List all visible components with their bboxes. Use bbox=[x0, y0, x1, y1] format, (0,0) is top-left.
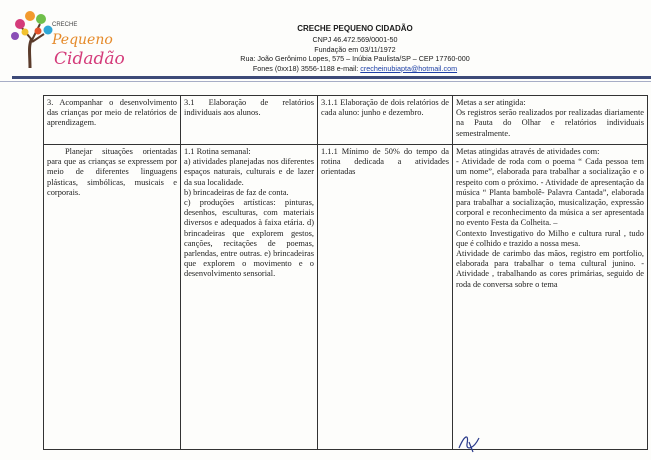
header-divider-thin bbox=[0, 81, 651, 82]
email-link[interactable]: crecheinubiapta@hotmail.com bbox=[360, 63, 458, 73]
result-cell: Metas a ser atingida: Os registros serão realizados por realizadas diariamente na Pauta do Olhar e relatórios individuais semestralmente. bbox=[453, 96, 648, 145]
svg-text:Cidadão: Cidadão bbox=[54, 49, 125, 69]
org-name: CRECHE PEQUENO CIDADÃO bbox=[297, 24, 413, 33]
goal-cell: 3.1.1 Elaboração de dois relatórios de cada aluno: junho e dezembro. bbox=[318, 96, 453, 145]
founded-line: Fundação em 03/11/1972 bbox=[314, 44, 396, 54]
planning-table bbox=[43, 95, 648, 450]
phones-label: Fones (0xx18) 3556-1188 e-mail: bbox=[252, 63, 361, 73]
contact-line bbox=[190, 64, 520, 74]
signature-icon bbox=[455, 430, 485, 454]
result-cell: Metas atingidas através de atividades com: - Atividade de roda com o poema “ Cada pessoa tem um nome”, elaborada para trabalhar a socialização e o respeito com o próximo. - Atividade de apresentação da música “ Planta bambolê- Palavra Cantada”, elaborada para trabalhar a socialização, musicalização, expressão corporal e reconhecimento da música a ser apresentada no evento Festa da Colheita. – Contexto Investigativo do Milho e cultura rural , tudo que é colhido e trazido a nossa mesa. Atividade de carimbo das mãos, registro em portfolio, elaborada para trabalhar o tema cultural junino. - Atividade , trabalhando as cores primárias, seguido de roda de conversa sobre o tema bbox=[453, 145, 648, 450]
goal-cell: 1.1.1 Mínimo de 50% do tempo da rotina dedicada a atividades orientadas bbox=[318, 145, 453, 450]
svg-text:Pequeno: Pequeno bbox=[52, 32, 113, 48]
svg-text:CRECHE: CRECHE bbox=[52, 22, 78, 28]
objective-cell: 3. Acompanhar o desenvolvimento das crianças por meio de relatórios de aprendizagem. bbox=[44, 96, 181, 145]
action-cell: 3.1 Elaboração de relatórios individuais aos alunos. bbox=[181, 96, 318, 145]
table-row bbox=[44, 96, 648, 145]
objective-cell: Planejar situações orientadas para que as crianças se expressem por meio de diferentes linguagens plásticas, simbólicas, musicais e corporais. bbox=[44, 145, 181, 450]
creche-logo bbox=[8, 6, 125, 72]
cnpj-line: CNPJ 46.472.569/0001-50 bbox=[312, 35, 398, 44]
letterhead bbox=[190, 24, 520, 73]
table-row bbox=[44, 145, 648, 450]
address-line: Rua: João Gerônimo Lopes, 575 – Inúbia Paulista/SP – CEP 17760-000 bbox=[240, 54, 470, 64]
tree-logo-icon bbox=[8, 6, 125, 72]
header-divider bbox=[12, 76, 651, 79]
action-cell: 1.1 Rotina semanal: a) atividades planejadas nos diferentes espaços naturais, culturais e de lazer da sua localidade. b) brincadeiras de faz de conta. c) produções artísticas: pinturas, desenhos, esculturas, com materiais diversos e adequados à faixa etária. d) brincadeiras que explorem gestos, canções, recitações de poemas, parlendas, entre outras. e) brincadeiras que explorem o movimento e o desenvolvimento sensorial. bbox=[181, 145, 318, 450]
